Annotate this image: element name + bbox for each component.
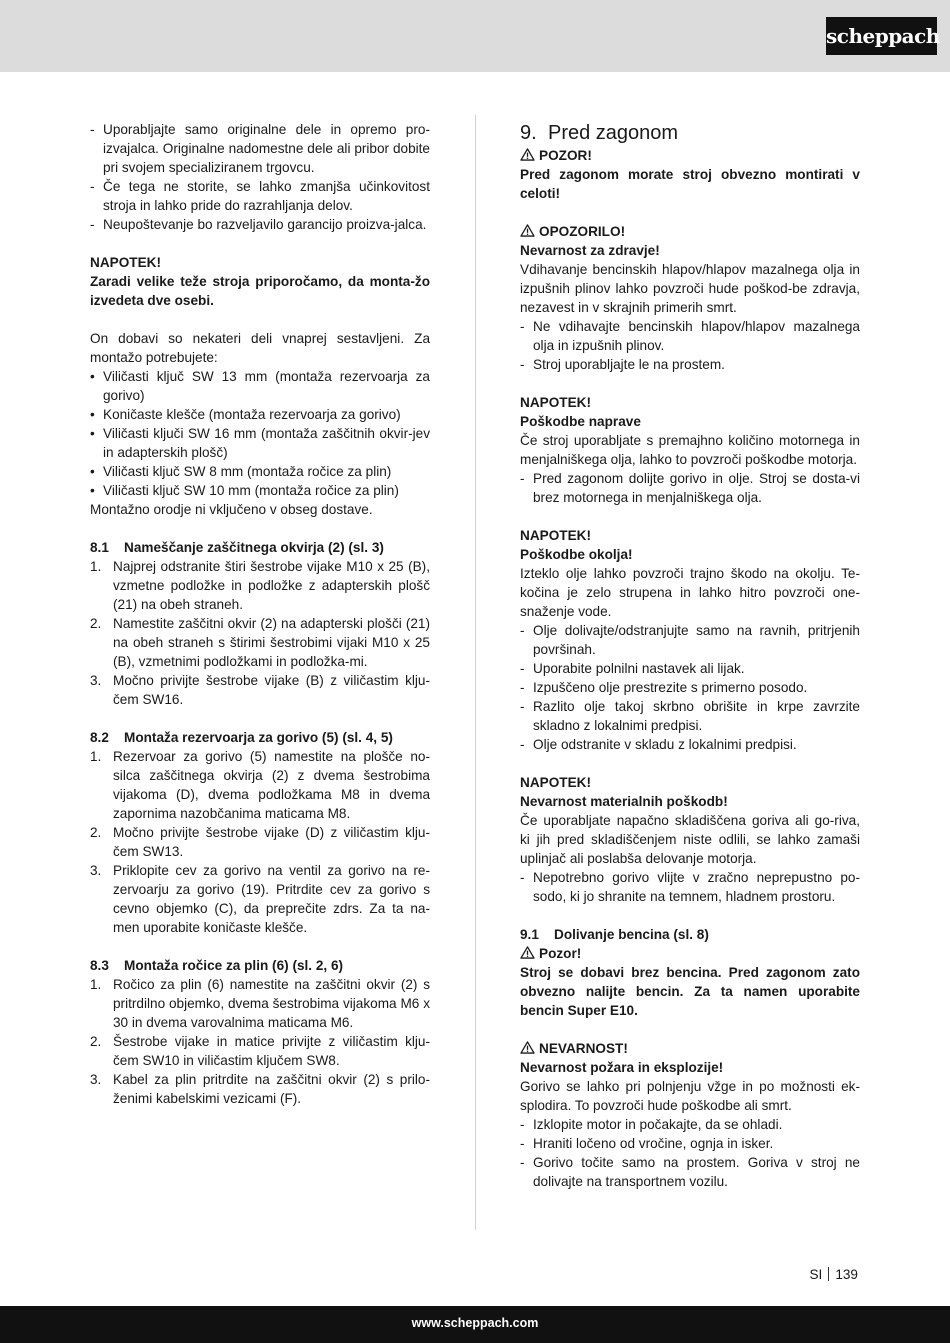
note-title: NAPOTEK! [90, 255, 161, 270]
assembly-intro: On dobavi so nekateri deli vnaprej sestavljeni. Za montažo potrebujete: [90, 331, 430, 365]
step-item: 3. Kabel za plin pritrdite na zaščitni okvir (2) s prilo-ženimi kabelskimi vezicami (F). [90, 1072, 430, 1106]
tool-item: • Viličasti ključi SW 16 mm (montaža zaščitnih okvir-jev in adapterskih plošč) [90, 426, 430, 460]
danger-subtitle: Nevarnost požara in eksplozije! [520, 1060, 724, 1075]
note-text: Če uporabljate napačno skladiščena goriva ali go-riva, ki jih pred skladiščenjem niste odlili, se lahko zamaši uplinjač ali poslabša delovanje motorja. [520, 813, 860, 866]
note-text: Zaradi velike teže stroja priporočamo, da monta-žo izvedeta dve osebi. [90, 274, 430, 308]
language-code: SI [809, 1267, 823, 1282]
note-title: NAPOTEK! [520, 775, 591, 790]
tool-item: • Viličasti ključ SW 13 mm (montaža rezervoarja za gorivo) [90, 369, 430, 403]
warning-triangle-icon [520, 946, 535, 959]
section-heading-8-3: 8.3 Montaža ročice za plin (6) (sl. 2, 6) [90, 958, 344, 973]
warning-triangle-icon [520, 148, 535, 161]
caution-heading: POZOR! [520, 146, 860, 165]
warning-text: Vdihavanje bencinskih hlapov/hlapov mazalnega olja in izpušnih plinov lahko povzroči hude poškod-be zdravja, nezavest in v skrajnih primerih smrt. [520, 262, 860, 315]
note-subtitle: Poškodbe naprave [520, 414, 641, 429]
website-link[interactable]: www.scheppach.com [411, 1316, 539, 1330]
step-item: 3. Močno privijte šestrobe vijake (B) z viličastim klju-čem SW16. [90, 673, 430, 707]
list-item: - Ne vdihavajte bencinskih hlapov/hlapov mazalnega olja in izpušnih plinov. [520, 319, 860, 353]
danger-heading: NEVARNOST! [520, 1039, 860, 1058]
list-item: - Če tega ne storite, se lahko zmanjša učinkovitost stroja in lahko pride do razrahljanja delov. [90, 179, 430, 213]
list-item: - Olje dolivajte/odstranjujte samo na ravnih, pritrjenih površinah. [520, 623, 860, 657]
tools-note: Montažno orodje ni vključeno v obseg dostave. [90, 502, 373, 517]
list-item: - Izklopite motor in počakajte, da se ohladi. [520, 1117, 783, 1132]
warning-triangle-icon [520, 1041, 535, 1054]
page-separator [828, 1267, 829, 1281]
list-item: - Razlito olje takoj skrbno obrišite in krpe zavrzite skladno z lokalnimi predpisi. [520, 699, 860, 733]
step-item: 1. Rezervoar za gorivo (5) namestite na plošče no-silca zaščitnega okvirja (2) z dvema šestrobima vijakoma (D), dvema podložkama M8 in dvema zapornima nazobčanima maticama M8. [90, 749, 430, 821]
section-heading-9-1: 9.1 Dolivanje bencina (sl. 8) [520, 927, 709, 942]
left-column [90, 120, 430, 1108]
note-title: NAPOTEK! [520, 528, 591, 543]
note-subtitle: Nevarnost materialnih poškodb! [520, 794, 728, 809]
list-item: - Nepotrebno gorivo vlijte v zračno neprepustno po-sodo, ki jo shranite na temnem, hladnem prostoru. [520, 870, 860, 904]
warning-subtitle: Nevarnost za zdravje! [520, 243, 660, 258]
list-item: - Stroj uporabljajte le na prostem. [520, 357, 725, 372]
right-column [520, 120, 860, 1191]
step-item: 2. Namestite zaščitni okvir (2) na adapterski plošči (21) na obeh straneh s štirimi šestrobimi vijaki M10 x 25 (B), vzmetnimi podložkami in podložka-mi. [90, 616, 430, 669]
header-band [0, 0, 950, 72]
caution-text: Stroj se dobavi brez bencina. Pred zagonom zato obvezno nalijte bencin. Za ta namen uporabite bencin Super E10. [520, 965, 860, 1018]
tool-item: • Koničaste klešče (montaža rezervoarja za gorivo) [90, 407, 401, 422]
list-item: - Olje odstranite v skladu z lokalnimi predpisi. [520, 737, 797, 752]
list-item: - Hraniti ločeno od vročine, ognja in isker. [520, 1136, 774, 1151]
step-item: 2. Močno privijte šestrobe vijake (D) z viličastim klju-čem SW13. [90, 825, 430, 859]
note-text: Če stroj uporabljate s premajhno količino motornega in menjalniškega olja, lahko to povzroči poškodbe motorja. [520, 433, 860, 467]
brand-logo[interactable]: scheppach [826, 17, 937, 55]
warning-triangle-icon [520, 224, 535, 237]
note-text: Izteklo olje lahko povzroči trajno škodo na okolju. Te-kočina je zelo strupena in lahko hitro povzroči one-snaženje vode. [520, 566, 860, 619]
step-item: 1. Najprej odstranite štiri šestrobe vijake M10 x 25 (B), vzmetne podložke in podložke z adapterskih plošč (21) na obeh straneh. [90, 559, 430, 612]
list-item: - Uporabite polnilni nastavek ali lijak. [520, 661, 745, 676]
step-item: 2. Šestrobe vijake in matice privijte z viličastim klju-čem SW10 in viličastim ključem SW8. [90, 1034, 430, 1068]
caution-heading: Pozor! [520, 944, 860, 963]
note-title: NAPOTEK! [520, 395, 591, 410]
list-item: - Izpuščeno olje prestrezite s primerno posodo. [520, 680, 808, 695]
footer-band [0, 1306, 950, 1343]
page-number-value: 139 [835, 1267, 858, 1282]
caution-text: Pred zagonom morate stroj obvezno montirati v celoti! [520, 167, 860, 201]
section-heading-8-1: 8.1 Nameščanje zaščitnega okvirja (2) (sl. 3) [90, 540, 384, 555]
warning-heading: OPOZORILO! [520, 222, 860, 241]
note-subtitle: Poškodbe okolja! [520, 547, 633, 562]
list-item: - Pred zagonom dolijte gorivo in olje. Stroj se dosta-vi brez motornega in menjalniškega olja. [520, 471, 860, 505]
section-heading-8-2: 8.2 Montaža rezervoarja za gorivo (5) (sl. 4, 5) [90, 730, 393, 745]
page-number [809, 1265, 858, 1284]
section-title-9: 9. Pred zagonom [520, 122, 679, 144]
column-divider [475, 115, 476, 1230]
danger-text: Gorivo se lahko pri polnjenju vžge in po možnosti ek-splodira. To povzroči hude poškodbe ali smrt. [520, 1079, 860, 1113]
tool-item: • Viličasti ključ SW 8 mm (montaža ročice za plin) [90, 464, 392, 479]
step-item: 3. Priklopite cev za gorivo na ventil za gorivo na re-zervoarju za gorivo (19). Pritrdite cev za gorivo s cevno objemko (C), da preprečite zdrs. Za ta na-men uporabite koničaste klešče. [90, 863, 430, 935]
list-item: - Uporabljajte samo originalne dele in opremo pro-izvajalca. Originalne nadomestne dele ali pribor dobite pri svojem specializiranem trgovcu. [90, 122, 430, 175]
tool-item: • Viličasti ključ SW 10 mm (montaža ročice za plin) [90, 483, 399, 498]
step-item: 1. Ročico za plin (6) namestite na zaščitni okvir (2) s pritrdilno objemko, dvema šestrobima vijakoma M6 x 30 in dvema varovalnima maticama M6. [90, 977, 430, 1030]
list-item: - Gorivo točite samo na prostem. Goriva v stroj ne dolivajte na transportnem vozilu. [520, 1155, 860, 1189]
list-item: - Neupoštevanje bo razveljavilo garancijo proizva-jalca. [90, 217, 427, 232]
